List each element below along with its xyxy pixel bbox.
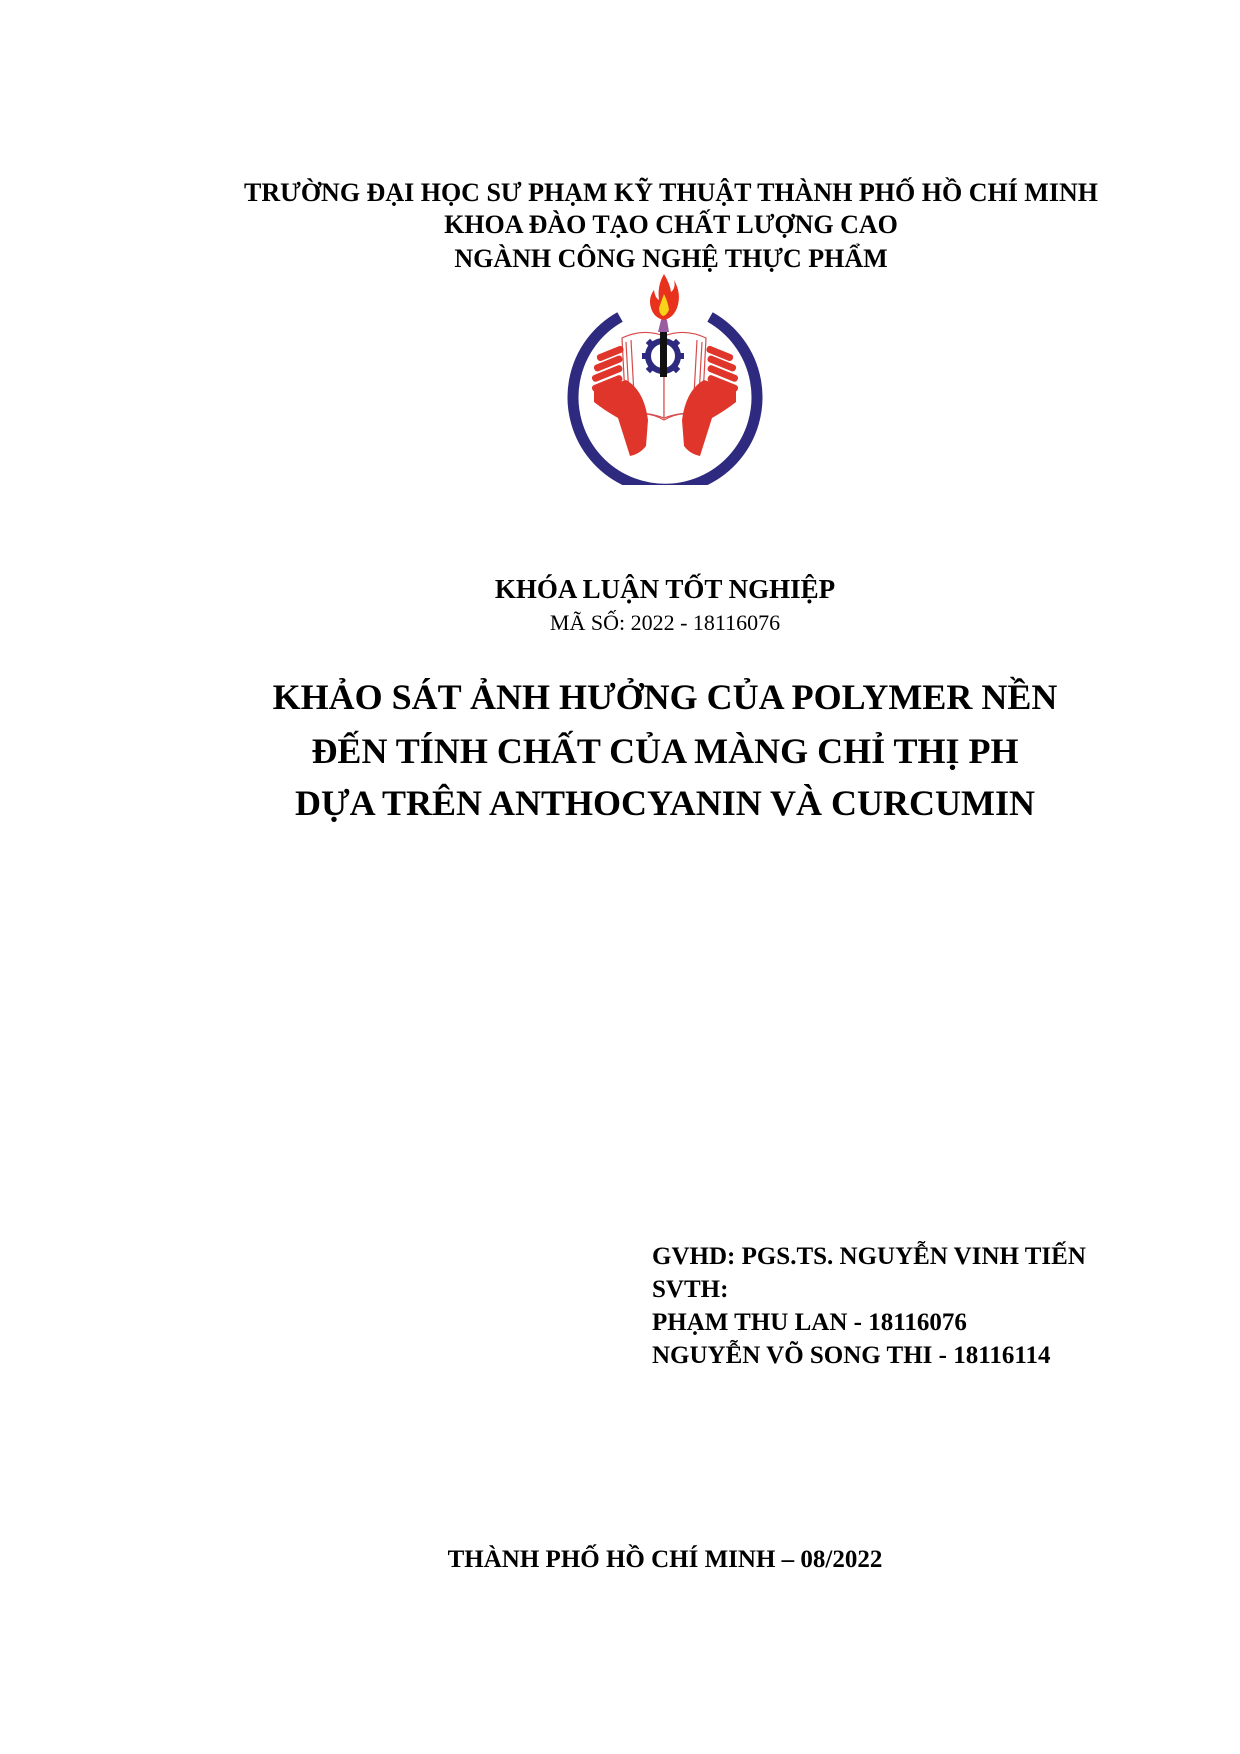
document-code: MÃ SỐ: 2022 - 18116076 xyxy=(549,610,781,635)
student-1: PHẠM THU LAN - 18116076 xyxy=(652,1309,967,1336)
university-emblem-icon xyxy=(560,270,770,485)
place-date: THÀNH PHỐ HỒ CHÍ MINH – 08/2022 xyxy=(447,1546,883,1573)
major-name: NGÀNH CÔNG NGHỆ THỰC PHẨM xyxy=(454,244,888,273)
document-type: KHÓA LUẬN TỐT NGHIỆP xyxy=(494,574,836,604)
university-name: TRƯỜNG ĐẠI HỌC SƯ PHẠM KỸ THUẬT THÀNH PHỐ HỒ CHÍ MINH xyxy=(244,178,1098,207)
faculty-name: KHOA ĐÀO TẠO CHẤT LƯỢNG CAO xyxy=(444,210,898,239)
student-2: NGUYỄN VÕ SONG THI - 18116114 xyxy=(652,1342,1051,1369)
supervisor: GVHD: PGS.TS. NGUYỄN VINH TIẾN xyxy=(652,1243,1086,1270)
students-label: SVTH: xyxy=(652,1276,729,1303)
thesis-title-line-3: DỰA TRÊN ANTHOCYANIN VÀ CURCUMIN xyxy=(294,783,1036,823)
thesis-title-line-1: KHẢO SÁT ẢNH HƯỞNG CỦA POLYMER NỀN xyxy=(272,677,1058,717)
thesis-title-line-2: ĐẾN TÍNH CHẤT CỦA MÀNG CHỈ THỊ PH xyxy=(311,731,1019,771)
author-block xyxy=(652,1240,1086,1372)
